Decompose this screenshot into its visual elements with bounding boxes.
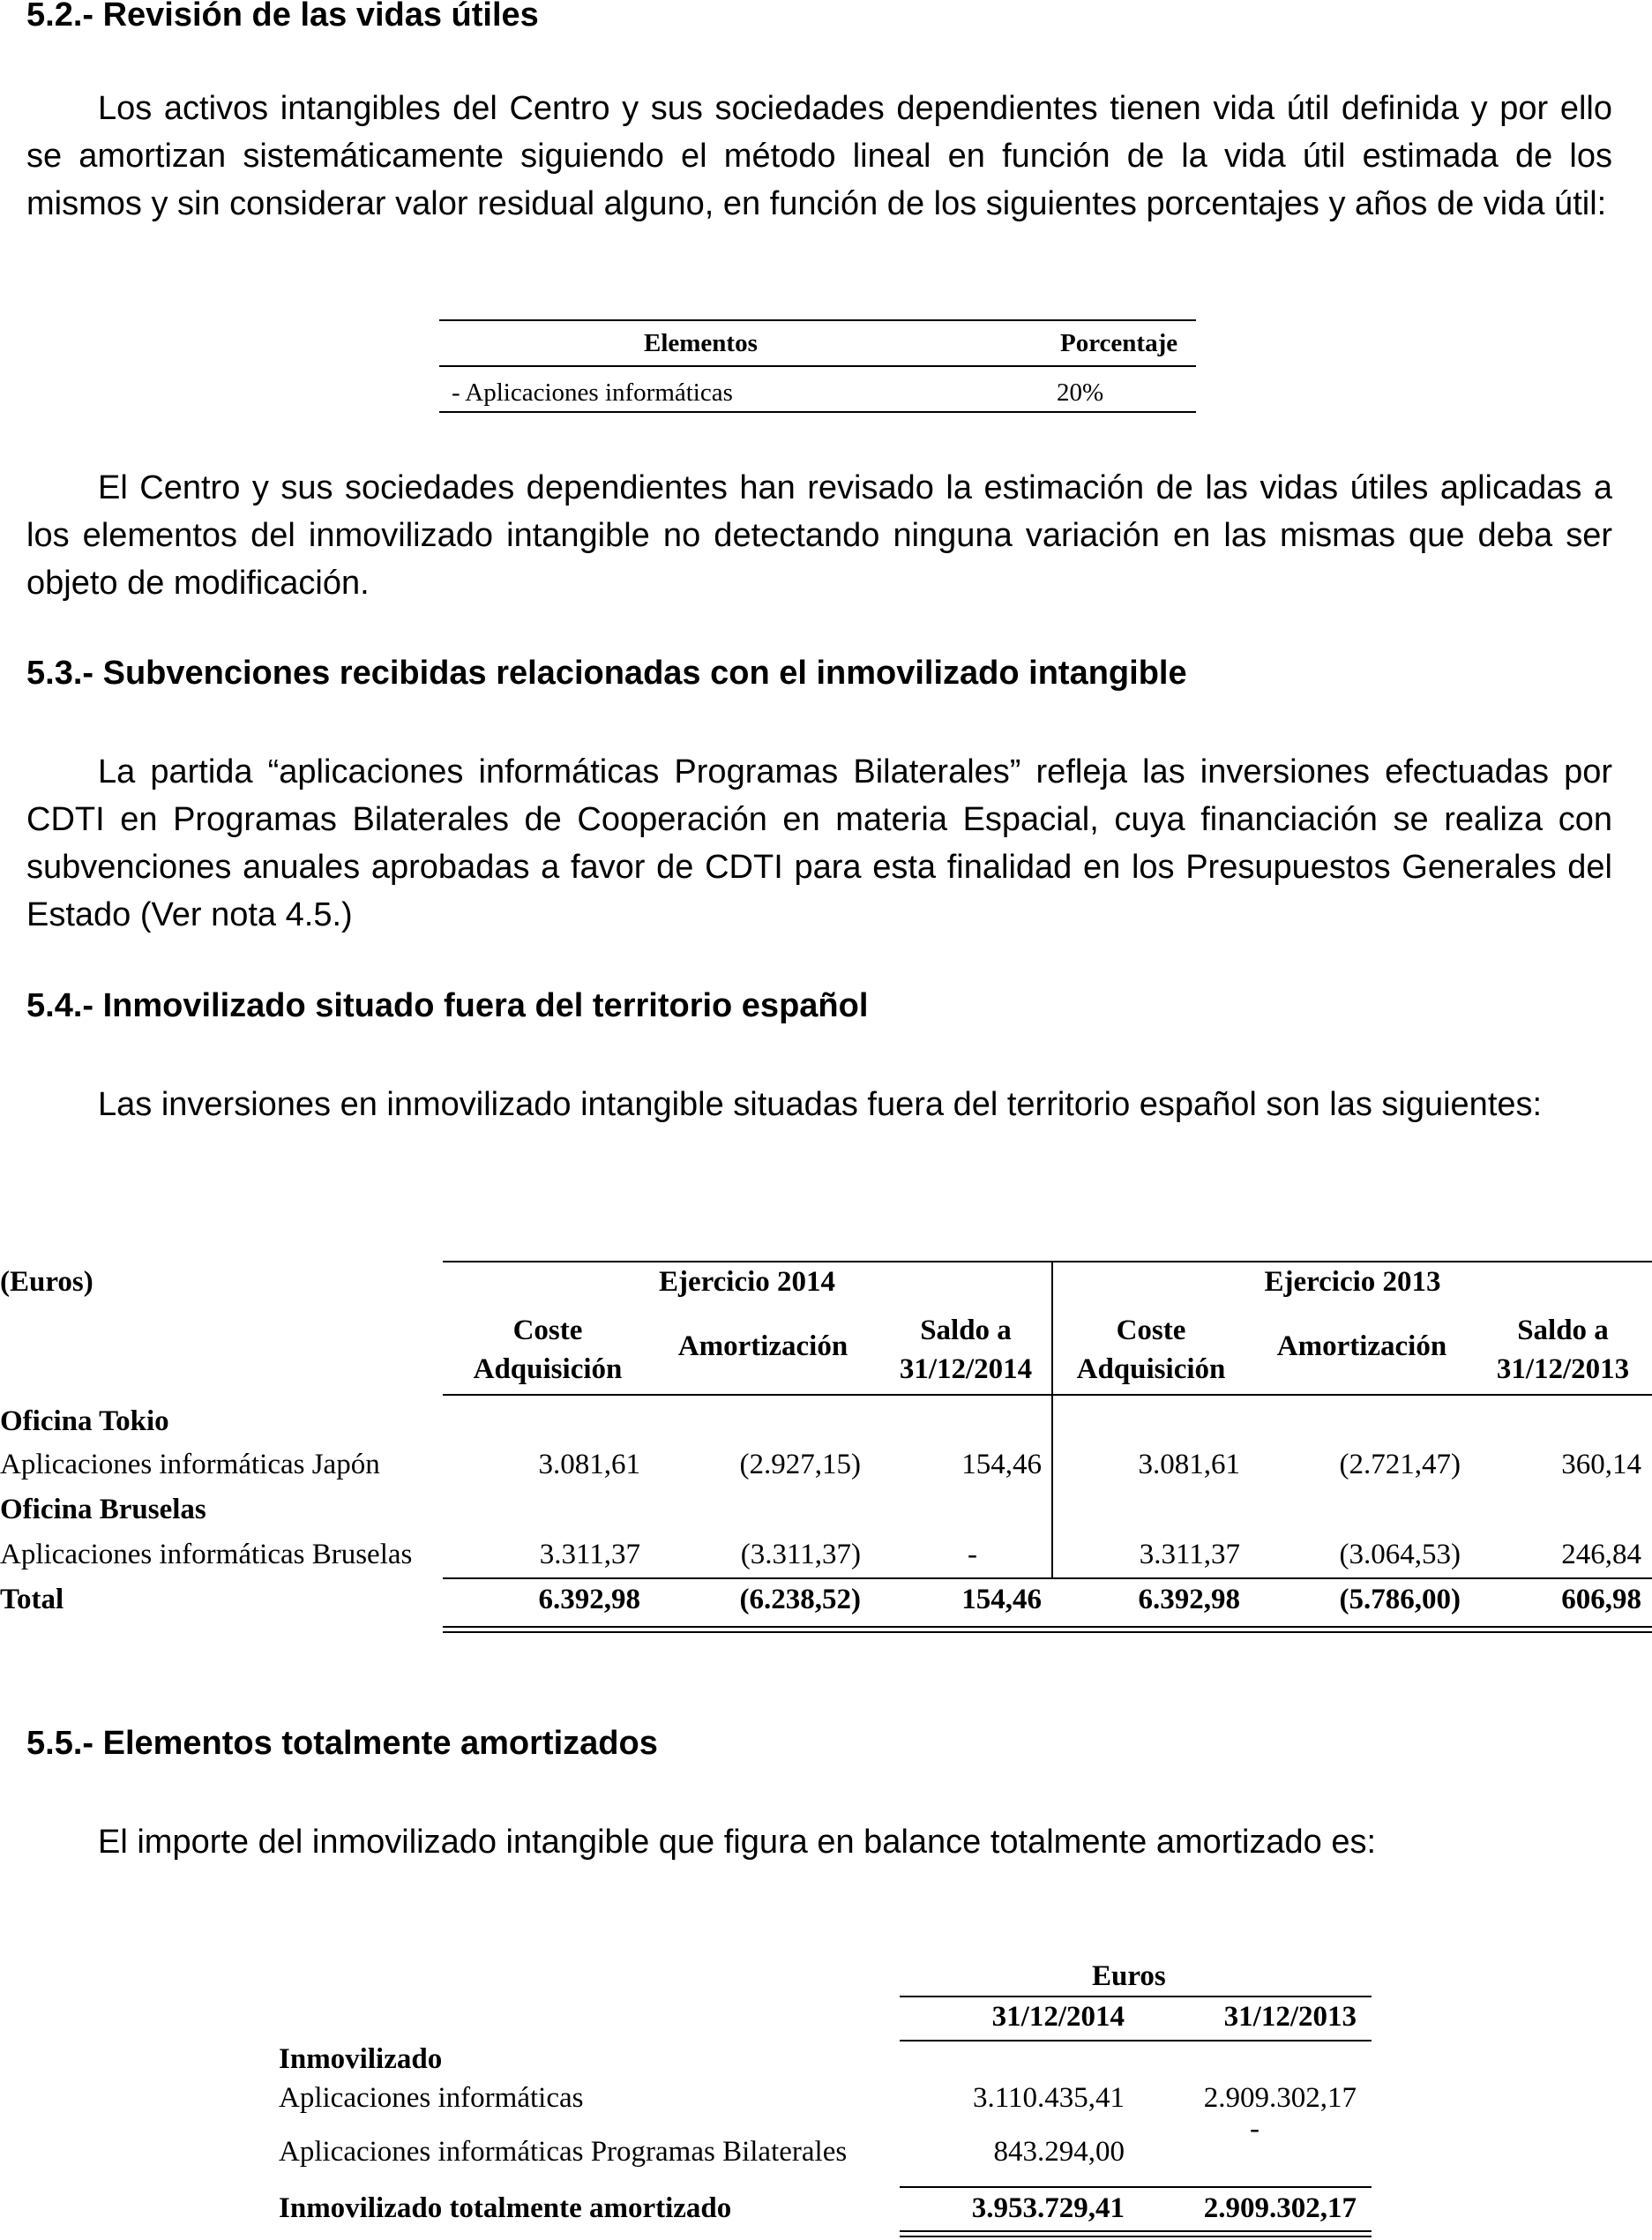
header-line: 31/12/2013 bbox=[1496, 1353, 1630, 1385]
column-header-elementos: Elementos bbox=[644, 329, 758, 357]
total-cell: 606,98 bbox=[1561, 1584, 1641, 1615]
table-rule-double-1 bbox=[900, 2230, 1372, 2232]
table-cell-percentage: 20% bbox=[1057, 378, 1104, 407]
header-line: Adquisición bbox=[473, 1353, 623, 1385]
header-line: Coste bbox=[512, 1315, 583, 1346]
table-rule-header bbox=[900, 2040, 1372, 2041]
column-header-amortizacion-2013: Amortización bbox=[1276, 1330, 1447, 1362]
paragraph-text: La partida “aplicaciones informáticas Programas Bilaterales” refleja las inversiones efectuadas por CDTI en Programas Bilaterales de Cooperación en materia Espacial, cuya financiación se realiza con subvenciones anuales aprobadas a favor de CDTI para esta finalidad en los Presupuestos Generales del Estado (Ver nota 4.5.) bbox=[26, 753, 1612, 933]
paragraph-text: El importe del inmovilizado intangible que figura en balance totalmente amortizado es: bbox=[98, 1824, 1377, 1861]
section-heading-5-3: 5.3.- Subvenciones recibidas relacionadas con el inmovilizado intangible bbox=[26, 655, 1187, 692]
header-line: Coste bbox=[1116, 1315, 1186, 1346]
table-cell: (3.311,37) bbox=[740, 1539, 861, 1570]
table-cell: 3.110.435,41 bbox=[972, 2082, 1125, 2114]
total-cell: 6.392,98 bbox=[538, 1584, 640, 1615]
table-cell: 3.311,37 bbox=[539, 1539, 640, 1570]
row-label: Aplicaciones informáticas Programas Bilaterales bbox=[279, 2136, 848, 2168]
table-cell: 3.081,61 bbox=[538, 1449, 640, 1480]
table-cell: 843.294,00 bbox=[993, 2136, 1125, 2168]
paragraph-text: Las inversiones en inmovilizado intangible situadas fuera del territorio español son las siguientes: bbox=[98, 1086, 1543, 1123]
group-header-2014: Ejercicio 2014 bbox=[658, 1266, 836, 1298]
unit-header: Euros bbox=[1092, 1960, 1166, 1992]
paragraph-text: El Centro y sus sociedades dependientes han revisado la estimación de las vidas útiles aplicadas a los elementos del inmovilizado intangible no detectando ninguna variación en las mismas que deba ser objeto de modificación. bbox=[26, 469, 1612, 602]
table-cell: (2.721,47) bbox=[1339, 1449, 1461, 1480]
table-rule-total bbox=[900, 2186, 1372, 2188]
table-cell: - bbox=[968, 1539, 977, 1570]
group-row-label: Oficina Tokio bbox=[0, 1405, 169, 1437]
total-cell: (6.238,52) bbox=[739, 1584, 861, 1615]
group-label: Inmovilizado bbox=[279, 2043, 443, 2075]
total-cell: 6.392,98 bbox=[1138, 1584, 1240, 1615]
table-cell: 154,46 bbox=[961, 1449, 1042, 1480]
table-cell-element: - Aplicaciones informáticas bbox=[452, 378, 733, 407]
row-label: Aplicaciones informáticas Bruselas bbox=[0, 1539, 413, 1570]
section-heading-5-5: 5.5.- Elementos totalmente amortizados bbox=[26, 1725, 658, 1762]
column-header-porcentaje: Porcentaje bbox=[1060, 329, 1178, 357]
table-cell: 3.311,37 bbox=[1139, 1539, 1240, 1570]
table-cell: 3.081,61 bbox=[1138, 1449, 1240, 1480]
group-row-label: Oficina Bruselas bbox=[0, 1494, 206, 1525]
table-cell: 360,14 bbox=[1561, 1449, 1641, 1480]
total-row-label: Total bbox=[0, 1584, 64, 1615]
header-line: 31/12/2014 bbox=[899, 1353, 1033, 1385]
table-cell: 2.909.302,17 bbox=[1203, 2082, 1357, 2114]
table-cell: (3.064,53) bbox=[1339, 1539, 1461, 1570]
total-cell: 2.909.302,17 bbox=[1203, 2192, 1357, 2224]
column-header-2013: 31/12/2013 bbox=[1223, 2001, 1357, 2033]
total-row-label: Inmovilizado totalmente amortizado bbox=[279, 2192, 732, 2224]
header-line: Adquisición bbox=[1076, 1353, 1226, 1385]
table-rule-double-2 bbox=[900, 2236, 1372, 2237]
unit-label: (Euros) bbox=[0, 1266, 93, 1298]
section-heading-5-4: 5.4.- Inmovilizado situado fuera del territorio español bbox=[26, 987, 869, 1024]
column-header-2014: 31/12/2014 bbox=[991, 2001, 1125, 2033]
header-line: Saldo a bbox=[1517, 1315, 1609, 1346]
column-header-amortizacion-2014: Amortización bbox=[677, 1330, 848, 1362]
table-cell: 246,84 bbox=[1561, 1539, 1641, 1570]
table-cell: - bbox=[1250, 2113, 1260, 2145]
group-header-2013: Ejercicio 2013 bbox=[1264, 1266, 1441, 1298]
total-cell: 154,46 bbox=[961, 1584, 1042, 1615]
total-cell: 3.953.729,41 bbox=[971, 2192, 1125, 2224]
row-label: Aplicaciones informáticas Japón bbox=[0, 1449, 380, 1480]
paragraph-text: Los activos intangibles del Centro y sus sociedades dependientes tienen vida útil definida y por ello se amortizan sistemáticamente siguiendo el método lineal en función de la vida útil estimada de los mismos y sin considerar valor residual alguno, en función de los siguientes porcentajes y años de vida útil: bbox=[26, 90, 1612, 222]
header-line: Saldo a bbox=[920, 1315, 1012, 1346]
row-label: Aplicaciones informáticas bbox=[279, 2082, 584, 2114]
section-heading-5-2: 5.2.- Revisión de las vidas útiles bbox=[26, 0, 539, 34]
table-cell: (2.927,15) bbox=[739, 1449, 861, 1480]
total-cell: (5.786,00) bbox=[1339, 1584, 1461, 1615]
table-rule-top bbox=[900, 1996, 1372, 1997]
